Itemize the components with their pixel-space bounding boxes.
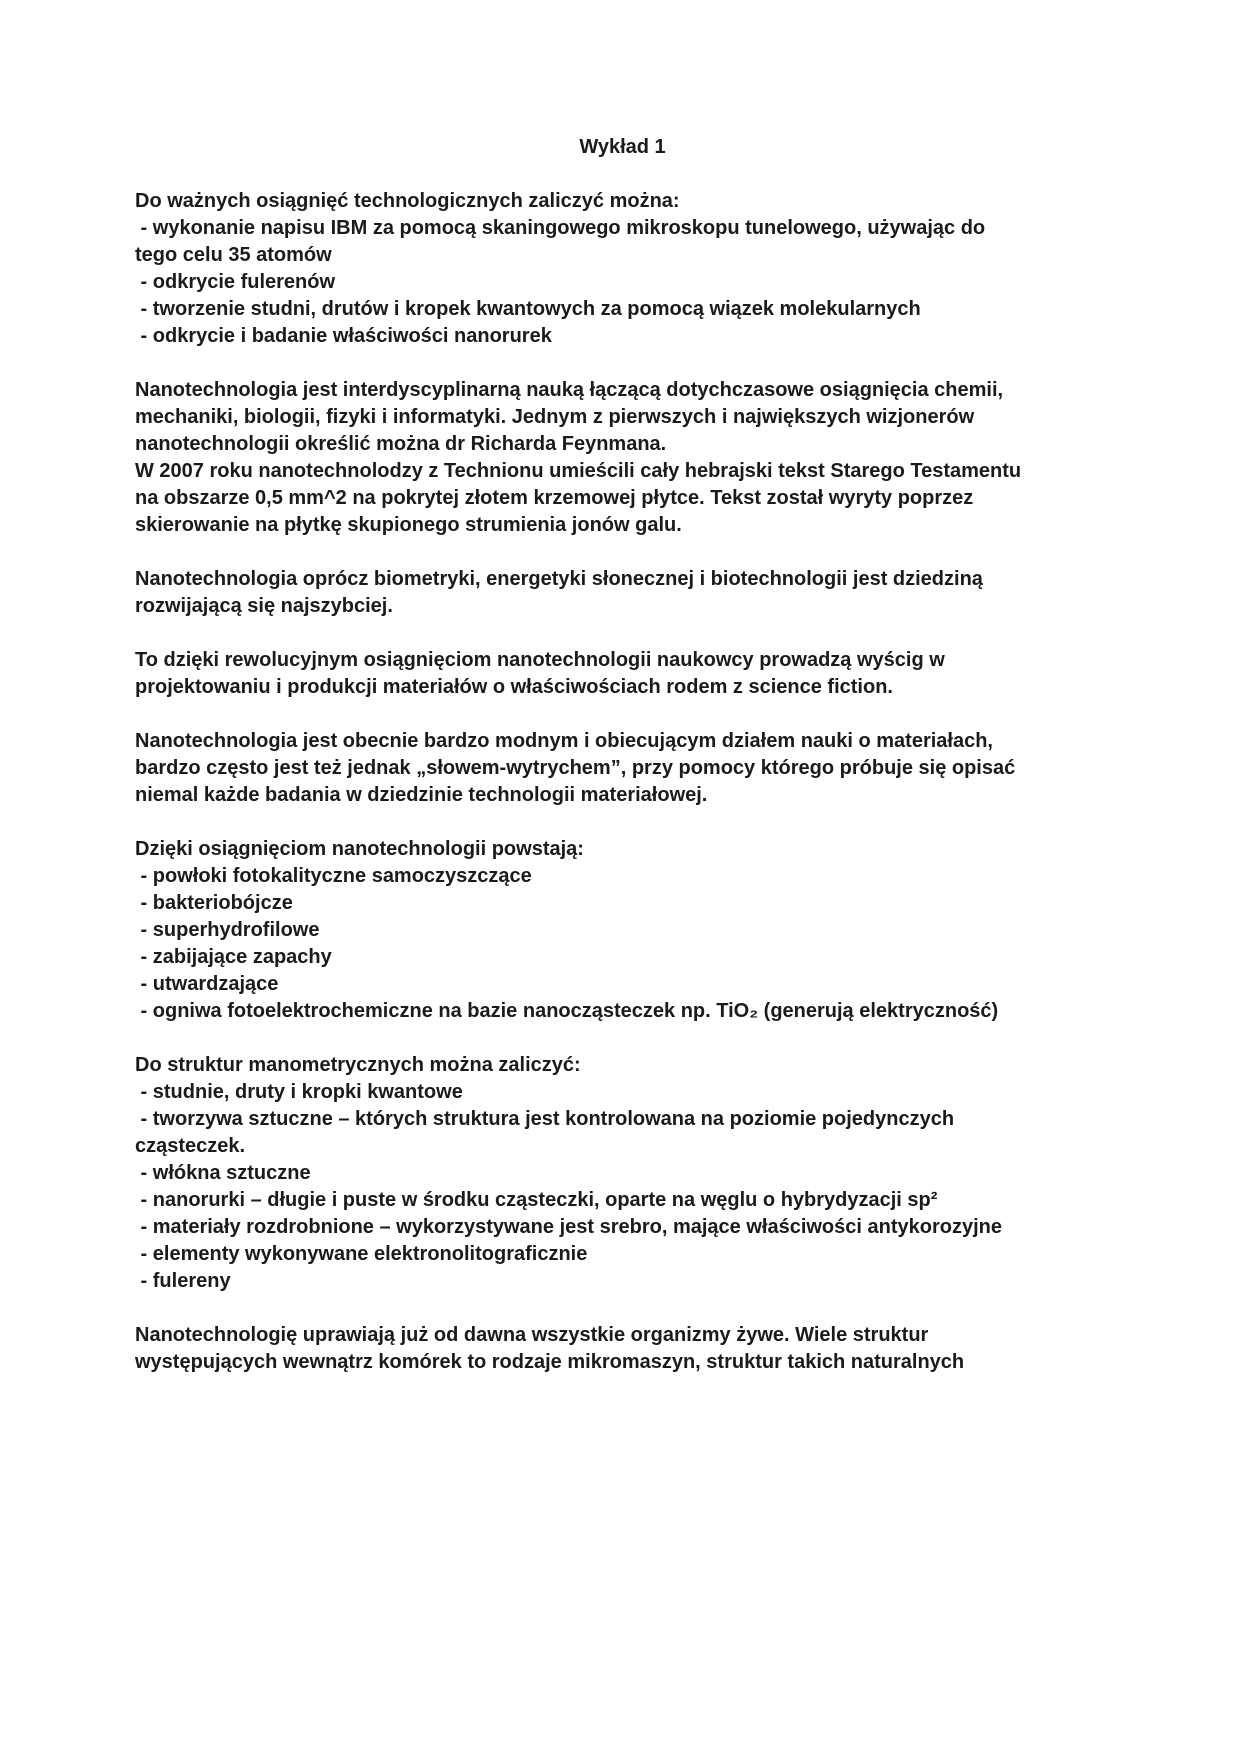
paragraph (135, 566, 1110, 620)
text-line: - wykonanie napisu IBM za pomocą skaningowego mikroskopu tunelowego, używając do (135, 217, 986, 239)
text-line: - odkrycie i badanie właściwości nanorurek (135, 325, 552, 347)
paragraph (135, 728, 1110, 809)
paragraph (135, 377, 1110, 539)
text-line: Nanotechnologię uprawiają już od dawna wszystkie organizmy żywe. Wiele struktur (135, 1324, 929, 1346)
text-line: bardzo często jest też jednak „słowem-wytrychem”, przy pomocy którego próbuje się opisać (135, 757, 1016, 779)
text-line: - tworzywa sztuczne – których struktura jest kontrolowana na poziomie pojedynczych (135, 1108, 955, 1130)
text-line: - studnie, druty i kropki kwantowe (135, 1081, 463, 1103)
text-line: tego celu 35 atomów (135, 244, 332, 266)
text-line: - włókna sztuczne (135, 1162, 311, 1184)
text-line: Do struktur manometrycznych można zaliczyć: (135, 1054, 581, 1076)
text-line: - nanorurki – długie i puste w środku cząsteczki, oparte na węglu o hybrydyzacji sp² (135, 1189, 938, 1211)
text-line: - materiały rozdrobnione – wykorzystywane jest srebro, mające właściwości antykorozyjne (135, 1216, 1002, 1238)
text-line: W 2007 roku nanotechnolodzy z Technionu umieścili cały hebrajski tekst Starego Testamentu (135, 460, 1022, 482)
text-line: nanotechnologii określić można dr Richarda Feynmana. (135, 433, 667, 455)
paragraph (135, 647, 1110, 701)
text-line: rozwijającą się najszybciej. (135, 595, 393, 617)
text-line: - fulereny (135, 1270, 231, 1292)
text-line: - ogniwa fotoelektrochemiczne na bazie nanocząsteczek np. TiO₂ (generują elektryczność) (135, 1000, 999, 1022)
text-line: - utwardzające (135, 973, 279, 995)
text-line: Dzięki osiągnięciom nanotechnologii powstają: (135, 838, 584, 860)
paragraph (135, 1322, 1110, 1376)
text-line: skierowanie na płytkę skupionego strumienia jonów galu. (135, 514, 682, 536)
text-line: - zabijające zapachy (135, 946, 332, 968)
text-line: - bakteriobójcze (135, 892, 293, 914)
paragraph (135, 188, 1110, 350)
text-line: Nanotechnologia jest obecnie bardzo modnym i obiecującym działem nauki o materiałach, (135, 730, 993, 752)
text-line: niemal każde badania w dziedzinie technologii materiałowej. (135, 784, 708, 806)
text-line: na obszarze 0,5 mm^2 na pokrytej złotem krzemowej płytce. Tekst został wyryty poprzez (135, 487, 974, 509)
text-line: Do ważnych osiągnięć technologicznych zaliczyć można: (135, 190, 680, 212)
text-line: cząsteczek. (135, 1135, 246, 1157)
document-body (135, 188, 1110, 1376)
text-line: - odkrycie fulerenów (135, 271, 336, 293)
paragraph (135, 1052, 1110, 1295)
text-line: Nanotechnologia jest interdyscyplinarną nauką łączącą dotychczasowe osiągnięcia chemii, (135, 379, 1004, 401)
text-line: - tworzenie studni, drutów i kropek kwantowych za pomocą wiązek molekularnych (135, 298, 921, 320)
text-line: - powłoki fotokalityczne samoczyszczące (135, 865, 532, 887)
document-title: Wykład 1 (579, 136, 666, 158)
paragraph (135, 836, 1110, 1025)
text-line: mechaniki, biologii, fizyki i informatyki. Jednym z pierwszych i największych wizjonerów (135, 406, 975, 428)
text-line: Nanotechnologia oprócz biometryki, energetyki słonecznej i biotechnologii jest dziedziną (135, 568, 983, 590)
text-line: - elementy wykonywane elektronolitograficznie (135, 1243, 588, 1265)
text-line: To dzięki rewolucyjnym osiągnięciom nanotechnologii naukowcy prowadzą wyścig w (135, 649, 945, 671)
text-line: projektowaniu i produkcji materiałów o właściwościach rodem z science fiction. (135, 676, 893, 698)
text-line: występujących wewnątrz komórek to rodzaje mikromaszyn, struktur takich naturalnych (135, 1351, 965, 1373)
text-line: - superhydrofilowe (135, 919, 320, 941)
